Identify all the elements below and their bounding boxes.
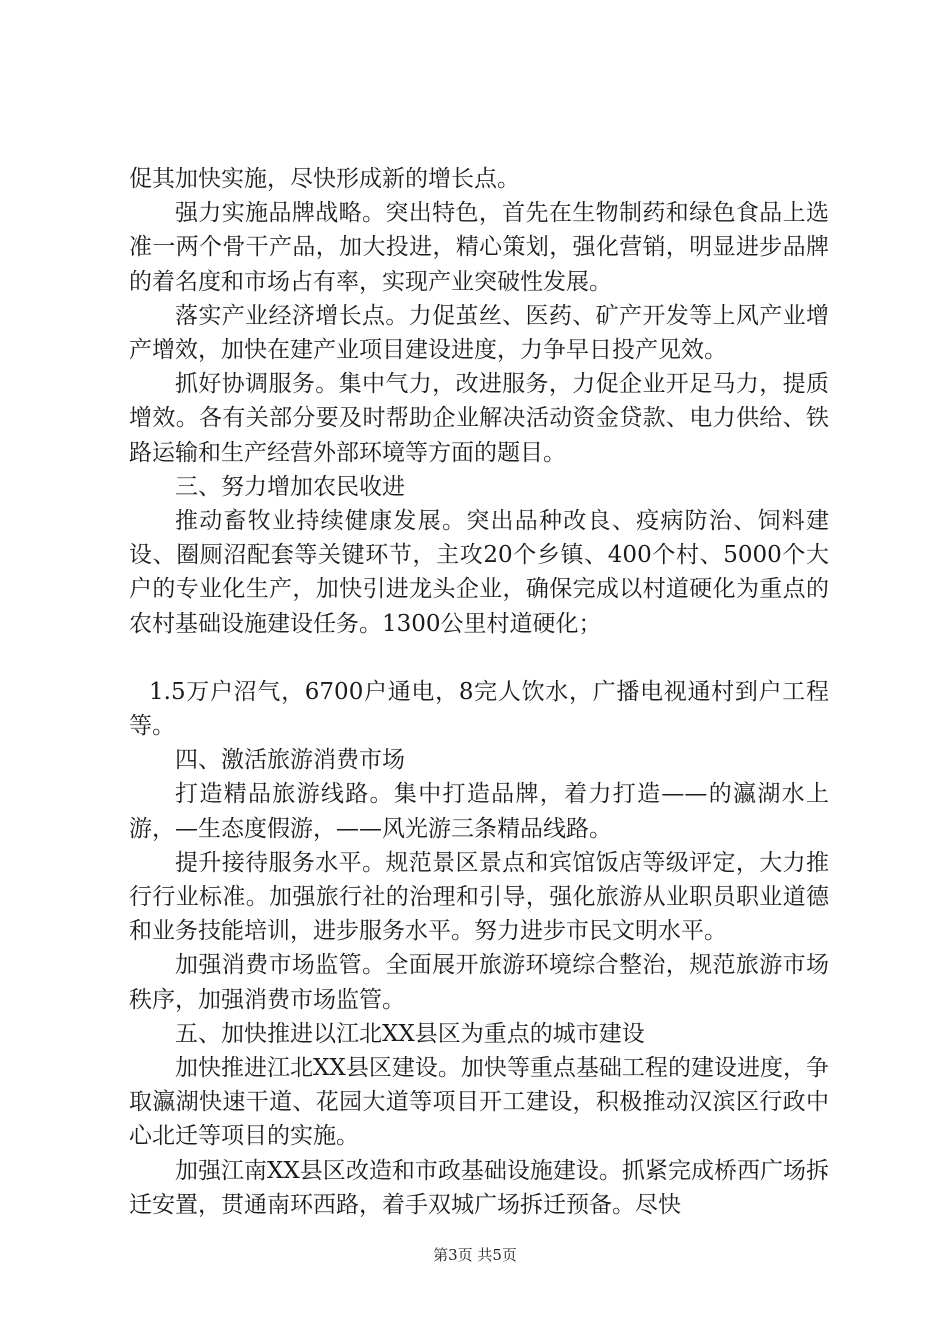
page-footer xyxy=(0,1244,950,1265)
paragraph-4: 抓好协调服务。集中气力，改进服务，力促企业开足马力，提质增效。各有关部分要及时帮助企业解决活动资金贷款、电力供给、铁路运输和生产经营外部环境等方面的题目。 xyxy=(129,371,829,466)
section-heading-3: 三、努力增加农民收进 xyxy=(175,473,405,500)
paragraph-2: 强力实施品牌战略。突出特色，首先在生物制药和绿色食品上选准一两个骨干产品，加大投进，精心策划，强化营销，明显进步品牌的着名度和市场占有率，实现产业突破性发展。 xyxy=(129,200,829,295)
paragraph-5: 推动畜牧业持续健康发展。突出品种改良、疫病防治、饲料建设、圈厕沼配套等关键环节，主攻20个乡镇、400个村、5000个大户的专业化生产，加快引进龙头企业，确保完成以村道硬化为重点的农村基础设施建设任务。1300公里村道硬化； xyxy=(129,508,829,637)
paragraph-10: 加快推进江北XX县区建设。加快等重点基础工程的建设进度，争取瀛湖快速干道、花园大道等项目开工建设，积极推动汉滨区行政中心北迁等项目的实施。 xyxy=(129,1055,829,1150)
paragraph-3: 落实产业经济增长点。力促茧丝、医药、矿产开发等上风产业增产增效，加快在建产业项目建设进度，力争早日投产见效。 xyxy=(129,302,829,364)
document-body xyxy=(129,162,829,1222)
paragraph-7: 打造精品旅游线路。集中打造品牌，着力打造——的瀛湖水上游，—生态度假游，——风光游三条精品线路。 xyxy=(129,781,829,842)
paragraph-1: 促其加快实施，尽快形成新的增长点。 xyxy=(129,166,520,192)
page-number-label: 第3页 共5页 xyxy=(433,1246,517,1264)
section-heading-5: 五、加快推进以江北XX县区为重点的城市建设 xyxy=(175,1020,645,1047)
paragraph-8: 提升接待服务水平。规范景区景点和宾馆饭店等级评定，大力推行行业标准。加强旅行社的治理和引导，强化旅游从业职员职业道德和业务技能培训，进步服务水平。努力进步市民文明水平。 xyxy=(129,849,829,945)
paragraph-11: 加强江南XX县区改造和市政基础设施建设。抓紧完成桥西广场拆迁安置，贯通南环西路，着手双城广场拆迁预备。尽快 xyxy=(129,1157,829,1218)
paragraph-6: 1.5万户沼气，6700户通电，8完人饮水，广播电视通村到户工程等。 xyxy=(129,678,829,740)
paragraph-9: 加强消费市场监管。全面展开旅游环境综合整治，规范旅游市场秩序，加强消费市场监管。 xyxy=(129,952,829,1013)
section-heading-4: 四、激活旅游消费市场 xyxy=(175,747,405,774)
